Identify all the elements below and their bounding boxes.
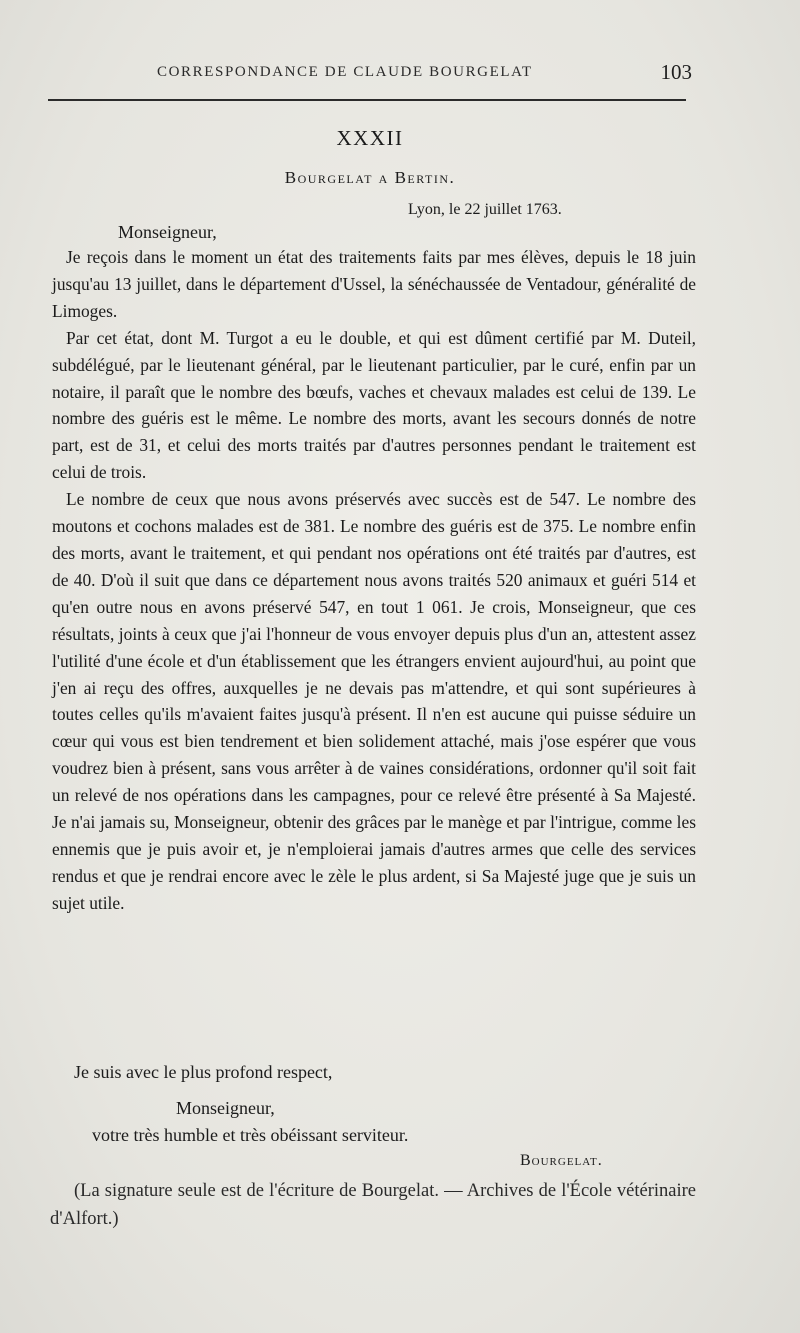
paragraph: Par cet état, dont M. Turgot a eu le double, et qui est dûment certifié par M. Duteil, subdélégué, par le lieutenant général, par le lieutenant particulier, par le curé, enfin par un notaire, il paraît que le nombre des bœufs, vaches et chevaux malades est celui de 139. Le nombre des guéris est le même. Le nombre des morts, avant les secours donnés de notre part, est de 31, et celui des morts traités par d'autres personnes pendant le traitement est celui de trois. [52,327,696,483]
closing-line: Je suis avec le plus profond respect, [74,1062,333,1082]
header-rule [48,99,686,101]
signature: Bourgelat. [520,1152,603,1169]
letter-number: XXXII [336,126,404,150]
archival-note: (La signature seule est de l'écriture de Bourgelat. — Archives de l'École vétérinaire d'Alfort.) [50,1181,696,1229]
page-number: 103 [660,60,692,84]
letter-body [52,244,696,917]
paragraph: Je reçois dans le moment un état des traitements faits par mes élèves, depuis le 18 juin jusqu'au 13 juillet, dans le département d'Ussel, la sénéchaussée de Ventadour, généralité de Limoges. [52,247,696,321]
formal-address: Monseigneur, [176,1098,275,1118]
servant-line: votre très humble et très obéissant serviteur. [92,1125,409,1145]
running-head [52,62,692,88]
salutation: Monseigneur, [118,222,217,242]
paragraph: Le nombre de ceux que nous avons préservés avec succès est de 547. Le nombre des moutons et cochons malades est de 381. Le nombre des guéris est de 375. Le nombre enfin des morts, avant le traitement, et qui pendant nos opérations ont été traités par d'autres, est de 40. D'où il suit que dans ce département nous avons traités 520 animaux et guéri 514 et qu'en outre nous en avons préservé 547, en tout 1 061. Je crois, Monseigneur, que ces résultats, joints à ceux que j'ai l'honneur de vous envoyer depuis plus d'un an, attestent assez l'utilité d'une école et d'un établissement que les étrangers envient aujourd'hui, au point que j'en ai reçu des offres, auxquelles je ne devais pas m'attendre, et qui sont supérieures à toutes celles qu'ils m'avaient faites jusqu'à présent. Il n'en est aucune qui puisse séduire un cœur qui vous est bien tendrement et bien solidement attaché, mais j'ose espérer que vous voudrez bien à présent, sans vous arrêter à de vaines considérations, ordonner qu'il soit fait un relevé de nos opérations dans les campagnes, pour ce relevé être présenté à Sa Majesté. Je n'ai jamais su, Monseigneur, obtenir des grâces par le manège et par l'intrigue, comme les ennemis que je puis avoir et, je n'emploierai jamais d'autres armes que celle des services rendus et que je rendrai encore avec le zèle le plus ardent, si Sa Majesté juge que je suis un sujet utile. [52,489,696,913]
letter-heading: Bourgelat a Bertin. [284,168,456,187]
running-head-title: CORRESPONDANCE DE CLAUDE BOURGELAT [157,64,533,80]
letter-date: Lyon, le 22 juillet 1763. [408,201,562,218]
